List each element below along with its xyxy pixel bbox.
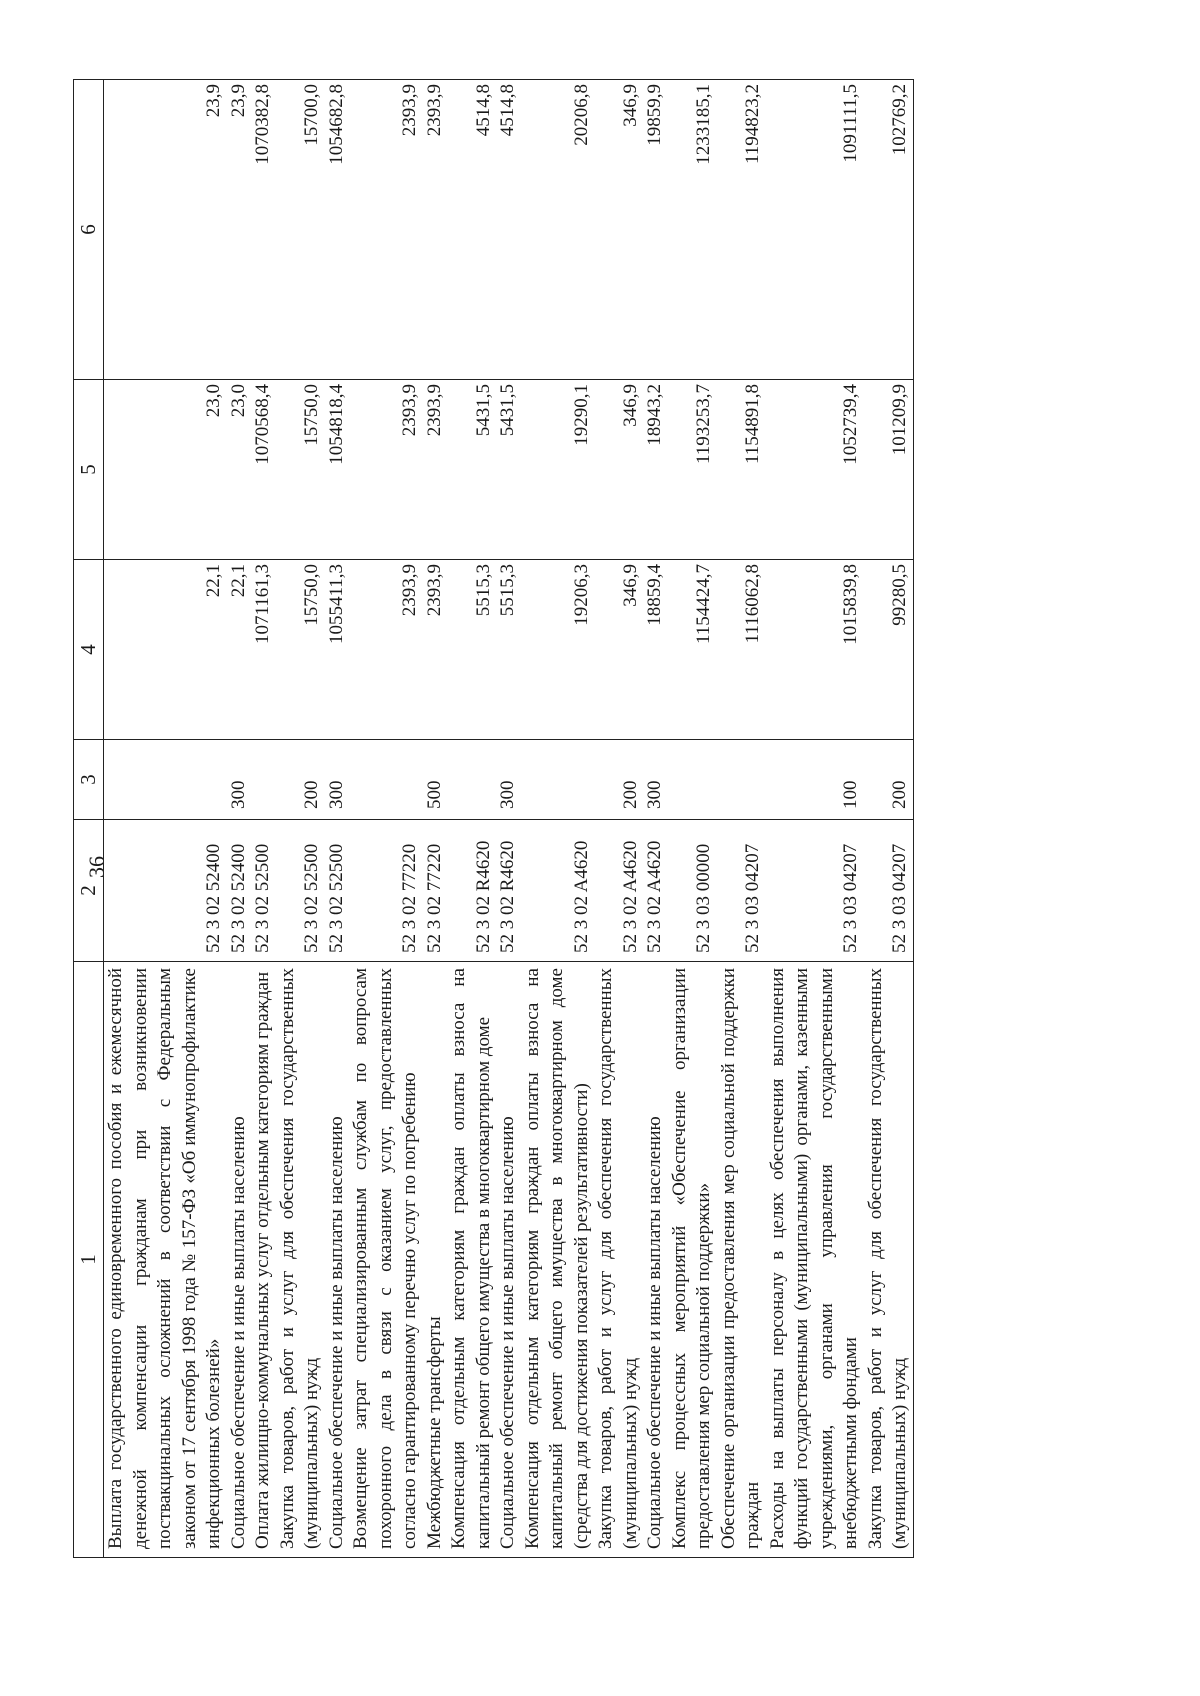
table-row: [325, 80, 350, 1558]
row-value-col6: 19859,9: [643, 80, 668, 380]
table-row: [668, 80, 717, 1558]
row-value-col6: 1054682,8: [325, 80, 350, 380]
table-row: [864, 80, 914, 1558]
row-value-col5: 1193253,7: [668, 380, 717, 560]
table-row: [227, 80, 252, 1558]
row-value-col4: 2393,9: [423, 560, 448, 740]
row-value-col5: 19290,1: [521, 380, 595, 560]
column-header: 3: [74, 740, 104, 820]
row-name: Закупка товаров, работ и услуг для обеспечения государственных (муниципальных) нужд: [276, 962, 325, 1558]
row-value-col4: 2393,9: [349, 560, 423, 740]
row-name: Расходы на выплаты персоналу в целях обеспечения выполнения функций государственными (муниципальными) органами, казенными учреждениями, органами управления государственными внебюджетными фондами: [766, 962, 864, 1558]
column-header: 2: [74, 820, 104, 962]
row-expense-type: 300: [496, 740, 521, 820]
row-value-col4: 1154424,7: [668, 560, 717, 740]
row-code: 52 3 02 52500: [276, 820, 325, 962]
row-code: 52 3 02 52500: [251, 820, 276, 962]
column-header: 6: [74, 80, 104, 380]
row-name: Компенсация отдельным категориям граждан оплаты взноса на капитальный ремонт общего имущества в многоквартирном доме (средства для достижения показателей результативности): [521, 962, 595, 1558]
row-name: Возмещение затрат специализированным службам по вопросам похоронного дела в связи с оказанием услуг, предоставленных согласно гарантированному перечню услуг по погребению: [349, 962, 423, 1558]
row-value-col4: 1055411,3: [325, 560, 350, 740]
row-value-col4: 346,9: [594, 560, 643, 740]
row-expense-type: [668, 740, 717, 820]
row-expense-type: 200: [594, 740, 643, 820]
row-name: Комплекс процессных мероприятий «Обеспечение организации предоставления мер социальной поддержки»: [668, 962, 717, 1558]
row-expense-type: [349, 740, 423, 820]
column-header: 5: [74, 380, 104, 560]
row-value-col6: 2393,9: [349, 80, 423, 380]
row-value-col6: 15700,0: [276, 80, 325, 380]
row-expense-type: 300: [227, 740, 252, 820]
row-value-col5: 1070568,4: [251, 380, 276, 560]
row-code: 52 3 02 R4620: [496, 820, 521, 962]
row-name: Компенсация отдельным категориям граждан оплаты взноса на капитальный ремонт общего имущества в многоквартирном доме: [447, 962, 496, 1558]
row-value-col4: 22,1: [227, 560, 252, 740]
row-value-col4: 5515,3: [496, 560, 521, 740]
row-value-col4: 99280,5: [864, 560, 914, 740]
row-value-col4: 15750,0: [276, 560, 325, 740]
row-expense-type: [521, 740, 595, 820]
row-expense-type: [104, 740, 227, 820]
table-header-row: [74, 80, 104, 1558]
column-header: 1: [74, 962, 104, 1558]
row-value-col4: 19206,3: [521, 560, 595, 740]
row-expense-type: [251, 740, 276, 820]
row-value-col6: 2393,9: [423, 80, 448, 380]
page-number: 36: [84, 856, 109, 878]
row-value-col6: 23,9: [104, 80, 227, 380]
row-value-col5: 15750,0: [276, 380, 325, 560]
row-value-col5: 2393,9: [423, 380, 448, 560]
row-value-col4: 1071161,3: [251, 560, 276, 740]
row-expense-type: [717, 740, 766, 820]
row-expense-type: 300: [325, 740, 350, 820]
row-code: 52 3 02 77220: [423, 820, 448, 962]
table-row: [349, 80, 423, 1558]
table-row: [766, 80, 864, 1558]
row-value-col5: 1154891,8: [717, 380, 766, 560]
budget-table: [73, 79, 914, 1558]
row-code: 52 3 02 A4620: [521, 820, 595, 962]
row-expense-type: 100: [766, 740, 864, 820]
row-value-col6: 346,9: [594, 80, 643, 380]
row-name: Межбюджетные трансферты: [423, 962, 448, 1558]
row-expense-type: 200: [276, 740, 325, 820]
row-code: 52 3 02 52400: [104, 820, 227, 962]
table-row: [276, 80, 325, 1558]
row-value-col5: 101209,9: [864, 380, 914, 560]
row-expense-type: [447, 740, 496, 820]
row-code: 52 3 02 77220: [349, 820, 423, 962]
row-value-col5: 346,9: [594, 380, 643, 560]
table-row: [594, 80, 643, 1558]
row-name: Социальное обеспечение и иные выплаты населению: [227, 962, 252, 1558]
row-value-col4: 18859,4: [643, 560, 668, 740]
row-value-col5: 18943,2: [643, 380, 668, 560]
table-row: [423, 80, 448, 1558]
row-code: 52 3 02 52400: [227, 820, 252, 962]
row-value-col5: 23,0: [104, 380, 227, 560]
row-value-col5: 1054818,4: [325, 380, 350, 560]
row-code: 52 3 03 04207: [864, 820, 914, 962]
table-row: [104, 80, 227, 1558]
row-expense-type: 500: [423, 740, 448, 820]
row-value-col4: 22,1: [104, 560, 227, 740]
row-name: Оплата жилищно-коммунальных услуг отдельным категориям граждан: [251, 962, 276, 1558]
table-row: [717, 80, 766, 1558]
table-row: [251, 80, 276, 1558]
row-code: 52 3 03 00000: [668, 820, 717, 962]
row-value-col6: 23,9: [227, 80, 252, 380]
row-name: Закупка товаров, работ и услуг для обеспечения государственных (муниципальных) нужд: [864, 962, 914, 1558]
row-name: Социальное обеспечение и иные выплаты населению: [325, 962, 350, 1558]
table-row: [643, 80, 668, 1558]
table-row: [447, 80, 496, 1558]
row-name: Социальное обеспечение и иные выплаты населению: [496, 962, 521, 1558]
row-value-col5: 2393,9: [349, 380, 423, 560]
row-value-col5: 5431,5: [496, 380, 521, 560]
row-name: Социальное обеспечение и иные выплаты населению: [643, 962, 668, 1558]
row-name: Обеспечение организации предоставления мер социальной поддержки граждан: [717, 962, 766, 1558]
row-value-col4: 1015839,8: [766, 560, 864, 740]
row-value-col4: 5515,3: [447, 560, 496, 740]
row-value-col6: 4514,8: [496, 80, 521, 380]
row-code: 52 3 03 04207: [766, 820, 864, 962]
row-code: 52 3 03 04207: [717, 820, 766, 962]
table-row: [496, 80, 521, 1558]
column-header: 4: [74, 560, 104, 740]
row-value-col5: 1052739,4: [766, 380, 864, 560]
row-value-col6: 1194823,2: [717, 80, 766, 380]
row-code: 52 3 02 52500: [325, 820, 350, 962]
row-name: Выплата государственного единовременного пособия и ежемесячной денежной компенсации гражданам при возникновении поствакцинальных осложнений в соответствии с Федеральным законом от 17 сентября 1998 года № 157-ФЗ «Об иммунопрофилактике инфекционных болезней»: [104, 962, 227, 1558]
row-value-col4: 1116062,8: [717, 560, 766, 740]
row-value-col6: 1070382,8: [251, 80, 276, 380]
row-name: Закупка товаров, работ и услуг для обеспечения государственных (муниципальных) нужд: [594, 962, 643, 1558]
row-value-col6: 1091111,5: [766, 80, 864, 380]
row-code: 52 3 02 R4620: [447, 820, 496, 962]
row-code: 52 3 02 A4620: [643, 820, 668, 962]
row-value-col6: 20206,8: [521, 80, 595, 380]
row-value-col5: 23,0: [227, 380, 252, 560]
row-value-col5: 5431,5: [447, 380, 496, 560]
row-expense-type: 300: [643, 740, 668, 820]
table-row: [521, 80, 595, 1558]
row-value-col6: 102769,2: [864, 80, 914, 380]
row-code: 52 3 02 A4620: [594, 820, 643, 962]
row-value-col6: 1233185,1: [668, 80, 717, 380]
row-value-col6: 4514,8: [447, 80, 496, 380]
row-expense-type: 200: [864, 740, 914, 820]
